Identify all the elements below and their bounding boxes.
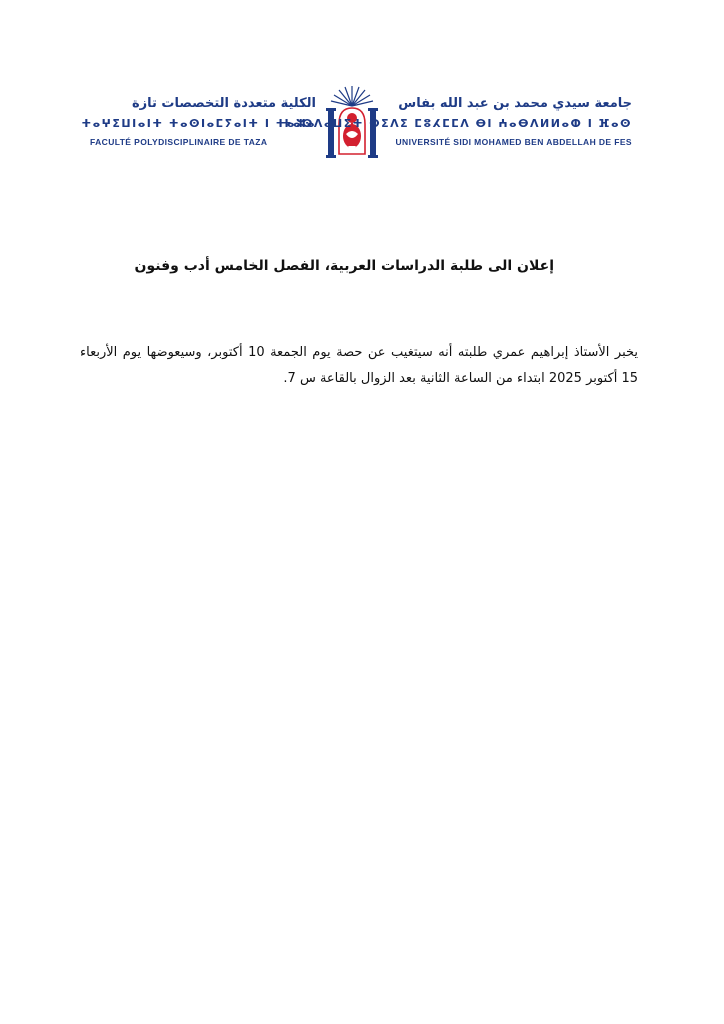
university-name-arabic: جامعة سيدي محمد بن عبد الله بفاس	[398, 96, 632, 111]
faculty-name-tifinagh: ⵜⴰⵖⵉⵡⵏⴰⵏⵜ ⵜⴰⵙⵏⴰⵎⵢⴰⵏⵜ ⵏ ⵜⴰⵣⴰ	[81, 117, 316, 130]
faculty-name-french: FACULTÉ POLYDISCIPLINAIRE DE TAZA	[90, 137, 268, 147]
university-name-french: UNIVERSITÉ SIDI MOHAMED BEN ABDELLAH DE FES	[395, 137, 632, 147]
faculty-name-arabic: الكلية متعددة التخصصات تازة	[131, 96, 316, 111]
announcement-body: يخبر الأستاذ إبراهيم عمري طلبته أنه سيتغيب عن حصة يوم الجمعة 10 أكتوبر، وسيعوضها يوم الأربعاء 15 أكتوبر 2025 ابتداء من الساعة الثانية بعد الزوال بالقاعة س 7.	[80, 345, 638, 386]
university-header	[281, 96, 632, 148]
announcement-title: إعلان الى طلبة الدراسات العربية، الفصل الخامس أدب وفنون	[134, 258, 554, 274]
university-name-tifinagh: ⵜⴰⵙⴷⴰⵡⵉⵜ ⵙⵉⴷⵉ ⵎⵓⵃⵎⵎⴷ ⴱⵏ ⵄⴰⴱⴷⵍⵍⴰⵀ ⵏ ⴼⴰⵙ	[281, 117, 632, 130]
